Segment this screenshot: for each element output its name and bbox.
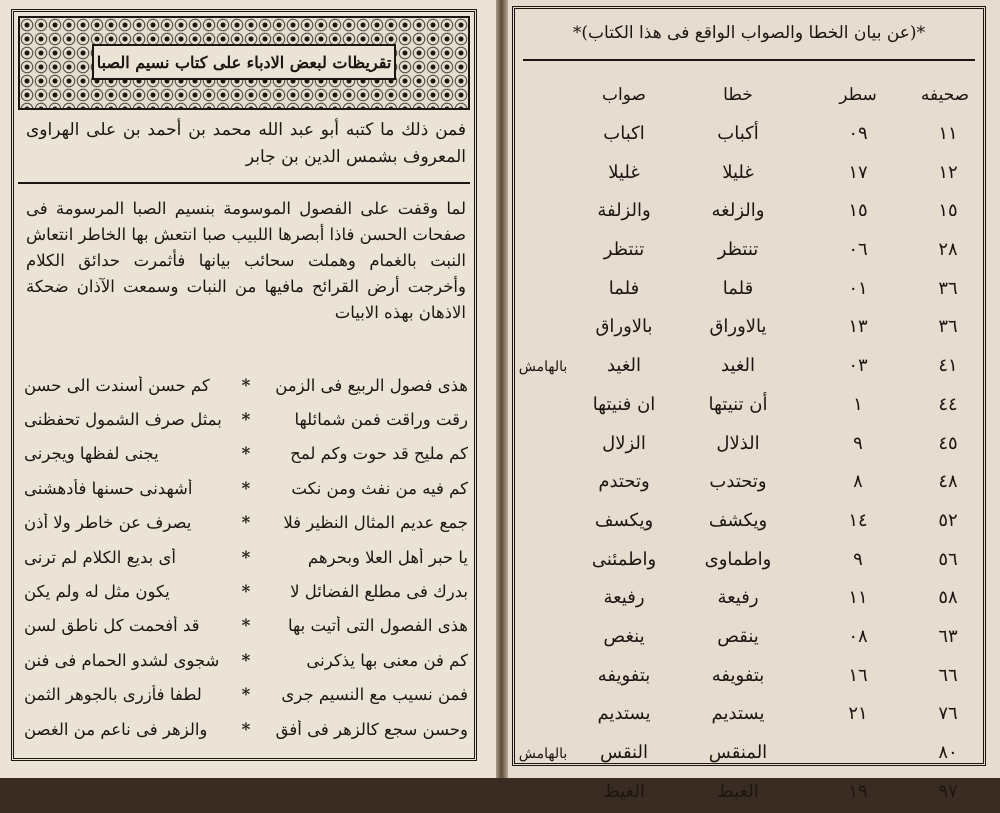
cell-page: ٤٤ xyxy=(938,393,958,415)
errata-row xyxy=(515,697,983,736)
verse-line xyxy=(24,678,468,712)
cell-line: ٢١ xyxy=(848,703,868,725)
cell-right: تنتظر xyxy=(603,239,645,261)
verse-second-hemistich: أى بديع الكلام لم ترنى xyxy=(24,547,176,567)
verse-first-hemistich: كم مليح قد حوت وكم لمح xyxy=(290,444,468,464)
cell-right: بالاوراق xyxy=(595,316,653,338)
verse-line xyxy=(24,609,468,643)
verse-second-hemistich: شجوى لشدو الحمام فى فنن xyxy=(24,650,220,670)
verse-first-hemistich: هذى الفصول التى أتيت بها xyxy=(288,616,468,636)
verse-first-hemistich: هذى فصول الربيع فى الزمن xyxy=(275,375,468,395)
cell-right: واطمئنى xyxy=(591,548,657,570)
verse-first-hemistich: وحسن سجع كالزهر فى أفق xyxy=(275,719,468,739)
errata-row xyxy=(515,156,983,195)
cell-page: ٧٦ xyxy=(938,703,958,725)
verse-first-hemistich: فمن نسيب مع النسيم جرى xyxy=(281,685,468,705)
cell-page: ٤٨ xyxy=(938,471,958,493)
cell-line: ٩ xyxy=(853,548,863,570)
verse-line xyxy=(24,437,468,471)
cell-wrong: يستديم xyxy=(711,703,765,725)
verse-line xyxy=(24,402,468,436)
errata-row xyxy=(515,543,983,582)
verse-second-hemistich: يجنى لفظها ويجرنى xyxy=(24,444,159,464)
cell-wrong: المنقس xyxy=(708,742,768,763)
cell-line: ١١ xyxy=(848,587,868,609)
cell-line: ١٧ xyxy=(848,161,868,183)
verse-second-hemistich: بمثل صرف الشمول تحفظنى xyxy=(24,410,222,430)
verse-first-hemistich: بدرك فى مطلع الفضائل لا xyxy=(290,582,468,602)
cell-page: ٥٨ xyxy=(938,587,958,609)
right-page-frame xyxy=(512,6,986,802)
verse-separator: * xyxy=(241,719,251,739)
verse-second-hemistich: والزهر فى ناعم من الغصن xyxy=(24,719,208,739)
cell-right: النقس xyxy=(600,742,648,763)
cell-wrong: قلما xyxy=(722,277,754,299)
cell-right: يستديم xyxy=(597,703,651,725)
verse-separator: * xyxy=(241,582,251,602)
cell-line: ٠٩ xyxy=(848,123,868,144)
divider-rule xyxy=(18,182,470,184)
cell-wrong: تنتظر xyxy=(717,239,759,261)
errata-row xyxy=(515,427,983,466)
cell-page: ٣٦ xyxy=(938,316,958,338)
header-wrong: خطا xyxy=(723,85,753,105)
verse-separator: * xyxy=(241,410,251,430)
header-page: صحيفه xyxy=(920,85,970,105)
errata-row xyxy=(515,272,983,311)
cell-right: اكباب xyxy=(603,123,645,144)
cell-wrong: يالاوراق xyxy=(709,316,767,338)
title-rule xyxy=(523,59,975,61)
verse-separator: * xyxy=(241,616,251,636)
cell-page: ١١ xyxy=(938,123,958,144)
cell-line: ١٩ xyxy=(848,780,868,802)
cell-wrong: والزلغه xyxy=(711,200,765,222)
cell-right: فلما xyxy=(608,277,640,299)
cell-line: ١ xyxy=(853,393,863,415)
verse-line xyxy=(24,643,468,677)
verse-line xyxy=(24,574,468,608)
cell-page: ٦٣ xyxy=(938,625,958,647)
cell-line: ٩ xyxy=(853,432,863,454)
ornament-title: تقريظات لبعض الادباء على كتاب نسيم الصبا xyxy=(92,44,396,80)
ornamental-header-band xyxy=(18,16,470,110)
cell-wrong: ويكشف xyxy=(708,509,768,531)
errata-row xyxy=(515,736,983,775)
errata-title: *(عن بيان الخطا والصواب الواقع فى هذا الكتاب)* xyxy=(572,23,926,43)
cell-page: ٦٦ xyxy=(938,664,958,686)
cell-right: والزلفة xyxy=(597,200,651,222)
cell-right: رفيعة xyxy=(603,587,645,609)
cell-right: الغيد xyxy=(606,355,642,377)
errata-row xyxy=(515,659,983,698)
verse-second-hemistich: قد أفحمت كل ناطق لسن xyxy=(24,616,200,636)
left-page-frame xyxy=(11,9,477,761)
verse-separator: * xyxy=(241,650,251,670)
verse-list xyxy=(24,368,468,746)
cell-wrong: واطماوى xyxy=(704,548,772,570)
cell-right: الغيظ xyxy=(603,780,645,802)
cell-note: بالهامش xyxy=(518,359,568,376)
left-page xyxy=(0,0,496,778)
cell-page: ١٥ xyxy=(938,200,958,222)
verse-separator: * xyxy=(241,685,251,705)
errata-row xyxy=(515,310,983,349)
cell-wrong: أن تنيتها xyxy=(708,393,768,415)
cell-wrong: غليلا xyxy=(722,161,754,183)
prose-paragraph: لما وقفت على الفصول الموسومة بنسيم الصبا المرسومة فى صفحات الحسن فاذا أبصرها اللبيب صبا انتعش بها الخاطر انتعاش النبت بالغمام وهملت سحائب بيانها فأثمرت حدائق الكلام وأخرجت أرض القرائح مافيها من النبات وسمعت الآذان ضحكة الاذهان بهذه الابيات xyxy=(26,199,466,322)
cell-wrong: الغبط xyxy=(717,780,759,802)
verse-line xyxy=(24,540,468,574)
errata-row xyxy=(515,465,983,504)
verse-second-hemistich: لطفا فأزرى بالجوهر الثمن xyxy=(24,685,202,705)
verse-separator: * xyxy=(241,444,251,464)
errata-row xyxy=(515,194,983,233)
verse-first-hemistich: كم فن معنى بها يذكرنى xyxy=(306,650,468,670)
verse-separator: * xyxy=(241,478,251,498)
cell-right: بتفويفه xyxy=(597,664,651,686)
cell-wrong: وتحتدب xyxy=(709,471,767,493)
errata-row xyxy=(515,233,983,272)
verse-line xyxy=(24,368,468,402)
cell-wrong: رفيعة xyxy=(717,587,759,609)
cell-right: غليلا xyxy=(608,161,640,183)
cell-line: ٠١ xyxy=(848,277,868,299)
cell-note: بالهامش xyxy=(518,746,568,762)
intro-line: فمن ذلك ما كتبه أبو عبد الله محمد بن أحمد بن على الهراوى المعروف بشمس الدين بن جابر xyxy=(26,120,466,167)
verse-second-hemistich: أشهدنى حسنها فأدهشنى xyxy=(24,478,193,498)
cell-line: ١٣ xyxy=(848,316,868,338)
errata-row xyxy=(515,581,983,620)
cell-line: ١٥ xyxy=(848,200,868,222)
cell-right: ويكسف xyxy=(594,509,654,531)
cell-line: ١٦ xyxy=(848,664,868,686)
verse-second-hemistich: يكون مثل له ولم يكن xyxy=(24,582,170,602)
cell-wrong: الغيد xyxy=(720,355,756,377)
verse-line xyxy=(24,506,468,540)
cell-right: وتحتدم xyxy=(598,471,650,493)
errata-row xyxy=(515,775,983,813)
cell-wrong: الذلال xyxy=(716,432,760,454)
verse-second-hemistich: يصرف عن خاطر ولا أذن xyxy=(24,513,192,533)
errata-row xyxy=(515,349,983,388)
verse-line xyxy=(24,471,468,505)
cell-line: ٨ xyxy=(853,471,863,493)
cell-page: ٣٦ xyxy=(938,277,958,299)
errata-table xyxy=(515,117,983,813)
verse-separator: * xyxy=(241,547,251,567)
cell-page: ٤١ xyxy=(938,355,958,377)
cell-page: ١٢ xyxy=(938,161,958,183)
verse-separator: * xyxy=(241,513,251,533)
cell-page: ٥٢ xyxy=(938,509,958,531)
verse-first-hemistich: جمع عديم المثال النظير فلا xyxy=(283,513,468,533)
errata-row xyxy=(515,117,983,156)
cell-wrong: بتفويفه xyxy=(711,664,765,686)
cell-page: ٢٨ xyxy=(938,239,958,261)
cell-line: ٠٦ xyxy=(848,239,868,261)
cell-page: ٩٧ xyxy=(938,780,958,802)
cell-page: ٨٠ xyxy=(938,742,958,763)
cell-right: ينغص xyxy=(603,625,645,647)
verse-separator: * xyxy=(241,375,251,395)
cell-right: الزلال xyxy=(602,432,646,454)
verse-second-hemistich: كم حسن أسندت الى حسن xyxy=(24,375,210,395)
verse-line xyxy=(24,712,468,746)
errata-row xyxy=(515,620,983,659)
header-right: صواب xyxy=(602,85,646,105)
cell-page: ٤٥ xyxy=(938,432,958,454)
verse-first-hemistich: كم فيه من نفث ومن نكت xyxy=(291,478,468,498)
cell-line: ١٤ xyxy=(848,509,868,531)
cell-page: ٥٦ xyxy=(938,548,958,570)
errata-row xyxy=(515,504,983,543)
cell-line: ٠٨ xyxy=(848,625,868,647)
cell-line: ٠٣ xyxy=(848,355,868,377)
errata-row xyxy=(515,388,983,427)
right-page xyxy=(508,0,1000,802)
cell-wrong: ينقص xyxy=(717,625,759,647)
book-gutter xyxy=(496,0,508,778)
verse-first-hemistich: يا حبر أهل العلا وبحرهم xyxy=(307,547,468,567)
cell-right: ان فنيتها xyxy=(592,393,656,415)
cell-wrong: أكباب xyxy=(717,123,759,144)
verse-first-hemistich: رقت وراقت فمن شمائلها xyxy=(294,410,468,430)
header-line: سطر xyxy=(839,85,877,105)
